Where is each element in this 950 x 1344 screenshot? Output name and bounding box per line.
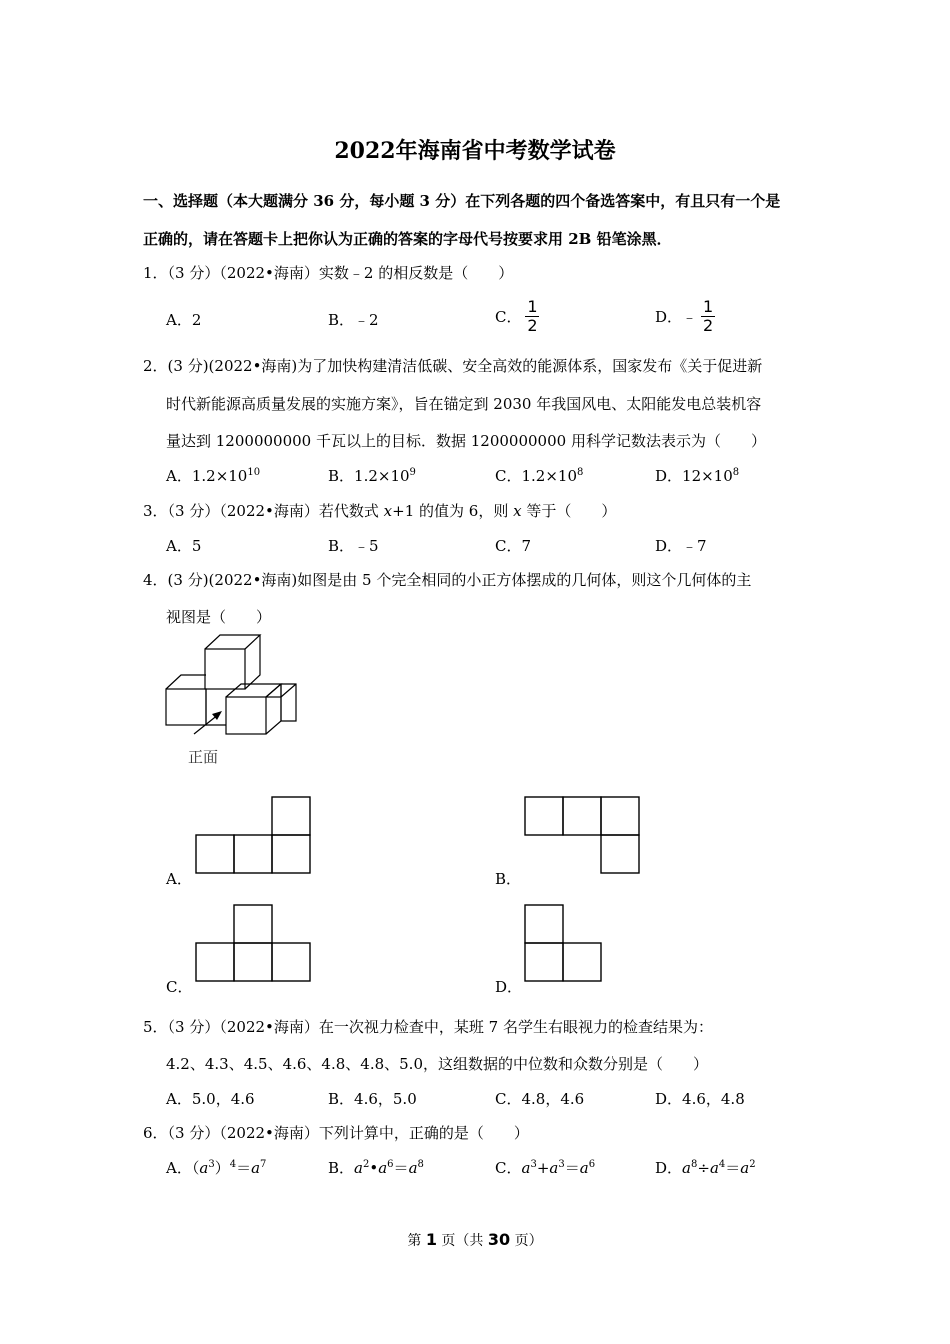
q3-stem-post: 等于（ ）: [521, 502, 617, 520]
q3-option-a: A．5: [166, 537, 202, 555]
page-total: 30: [487, 1230, 511, 1249]
variable: a: [408, 1159, 418, 1177]
q4-option-d: D．: [495, 978, 523, 996]
q6-option-c-label: C．: [495, 1159, 522, 1177]
q2-stem-line1: 2．(3 分)(2022•海南)为了加快构建清洁低碳、安全高效的能源体系，国家发布《关于促进新: [143, 357, 763, 375]
exponent: 6: [387, 1159, 394, 1170]
variable: a: [682, 1159, 691, 1177]
q2-option-c: [495, 465, 583, 486]
operator: •: [369, 1159, 379, 1177]
q3-stem-pre: 3．（3 分）（2022•海南）若代数式: [143, 502, 384, 520]
paren: ）: [214, 1159, 230, 1177]
variable: a: [521, 1159, 531, 1177]
q2-option-a-text: A．1.2×10: [166, 467, 248, 485]
q2-option-a-exponent: 10: [247, 467, 261, 478]
front-label: 正面: [188, 748, 219, 766]
q4-option-d-view: [524, 904, 602, 982]
q6-option-a-label: A．: [166, 1159, 192, 1177]
paren: （: [191, 1159, 200, 1177]
variable: a: [251, 1159, 261, 1177]
section-heading-line1: 一、选择题（本大题满分 36 分，每小题 3 分）在下列各题的四个备选答案中，有且只有一个是: [143, 192, 781, 210]
q6-stem: 6．（3 分）（2022•海南）下列计算中，正确的是（ ）: [143, 1124, 529, 1142]
q3-stem-mid: +1 的值为 6，则: [392, 502, 514, 520]
exponent: 8: [417, 1159, 424, 1170]
exponent: 3: [558, 1159, 565, 1170]
exponent: 2: [749, 1159, 756, 1170]
variable: a: [740, 1159, 750, 1177]
operator: ÷: [697, 1159, 710, 1177]
q1-option-c-fraction: [525, 298, 539, 335]
page-footer: [0, 1230, 950, 1250]
variable: a: [354, 1159, 363, 1177]
q3-option-d: D．﹣7: [655, 537, 707, 555]
q4-option-b-view: [524, 796, 640, 874]
q2-option-a: [166, 465, 260, 486]
q6-option-b: [328, 1157, 424, 1178]
equals: ＝: [236, 1159, 252, 1177]
q2-option-c-text: C．1.2×10: [495, 467, 577, 485]
q3-variable: x: [513, 502, 522, 520]
exponent: 8: [690, 1159, 698, 1170]
q2-stem-line3: 量达到 1200000000 千瓦以上的目标．数据 1200000000 用科学记数法表示为（ ）: [166, 432, 766, 450]
page-title: 2022年海南省中考数学试卷: [334, 138, 616, 164]
q5-option-d: D．4.6，4.8: [655, 1090, 745, 1108]
q1-option-c: [495, 298, 539, 335]
equals: ＝: [393, 1159, 409, 1177]
fraction-numerator: 1: [702, 297, 714, 316]
page-number: 1: [425, 1230, 437, 1249]
cube-solid-figure: [164, 634, 300, 736]
q3-option-c: C．7: [495, 537, 532, 555]
q3-option-b: B．﹣5: [328, 537, 379, 555]
variable: a: [378, 1159, 388, 1177]
q1-option-d-label: D．﹣: [655, 308, 698, 326]
q2-option-b: [328, 465, 416, 486]
variable: a: [709, 1159, 719, 1177]
q1-stem: 1．（3 分）（2022•海南）实数﹣2 的相反数是（ ）: [143, 264, 514, 282]
fraction-denominator: 2: [527, 316, 538, 335]
q5-stem-line1: 5．（3 分）（2022•海南）在一次视力检查中，某班 7 名学生右眼视力的检查结果为：: [143, 1018, 713, 1036]
q3-stem: [143, 500, 616, 521]
q4-option-c: C．: [166, 978, 193, 996]
equals: ＝: [725, 1159, 741, 1177]
q6-option-c: [495, 1157, 595, 1178]
exponent: 7: [260, 1159, 267, 1170]
q5-stem-line2: 4.2、4.3、4.5、4.6、4.8、4.8、5.0，这组数据的中位数和众数分别是（ ）: [166, 1055, 708, 1073]
q1-option-d-fraction: [701, 298, 715, 335]
exponent: 4: [718, 1159, 726, 1170]
exponent: 3: [530, 1159, 537, 1170]
operator: +: [536, 1159, 550, 1177]
q1-option-a: A．2: [166, 311, 202, 329]
variable: a: [549, 1159, 559, 1177]
q2-stem-line2: 时代新能源高质量发展的实施方案》，旨在锚定到 2030 年我国风电、太阳能发电总装机容: [166, 395, 762, 413]
q1-option-c-label: C．: [495, 308, 522, 326]
exponent: 3: [208, 1159, 215, 1170]
fraction-denominator: 2: [702, 316, 714, 335]
variable: a: [199, 1159, 209, 1177]
footer-mid: 页（共: [436, 1233, 488, 1249]
q5-option-c: C．4.8，4.6: [495, 1090, 585, 1108]
q2-option-d-text: D．12×10: [655, 467, 733, 485]
q2-option-d: [655, 465, 739, 486]
q5-option-b: B．4.6，5.0: [328, 1090, 417, 1108]
section-heading-line2: 正确的，请在答题卡上把你认为正确的答案的字母代号按要求用 2B 铅笔涂黑．: [143, 230, 672, 248]
q4-option-c-view: [195, 904, 311, 982]
q1-option-d: [655, 298, 715, 335]
variable: a: [579, 1159, 589, 1177]
q5-option-a: A．5.0，4.6: [166, 1090, 255, 1108]
q6-option-d: [655, 1157, 756, 1178]
footer-pre: 第: [407, 1233, 426, 1249]
q2-option-c-exponent: 8: [577, 467, 584, 478]
q6-option-d-label: D．: [655, 1159, 683, 1177]
q3-variable: x: [383, 502, 393, 520]
q4-option-b: B．: [495, 870, 522, 888]
q6-option-b-label: B．: [328, 1159, 355, 1177]
q6-option-a: [166, 1157, 266, 1178]
exponent: 2: [362, 1159, 370, 1170]
q4-option-a: A．: [166, 870, 192, 888]
exponent: 6: [588, 1159, 596, 1170]
q1-option-b: B．﹣2: [328, 311, 379, 329]
q4-stem-line1: 4．(3 分)(2022•海南)如图是由 5 个完全相同的小正方体摆成的几何体，则这个几何体的主: [143, 571, 752, 589]
q2-option-b-text: B．1.2×10: [328, 467, 410, 485]
q4-option-a-view: [195, 796, 311, 874]
equals: ＝: [564, 1159, 580, 1177]
exponent: 4: [229, 1159, 237, 1170]
q2-option-d-exponent: 8: [732, 467, 740, 478]
fraction-numerator: 1: [527, 297, 538, 316]
footer-post: 页）: [510, 1233, 543, 1249]
q2-option-b-exponent: 9: [409, 467, 416, 478]
q4-stem-line2: 视图是（ ）: [166, 608, 272, 626]
